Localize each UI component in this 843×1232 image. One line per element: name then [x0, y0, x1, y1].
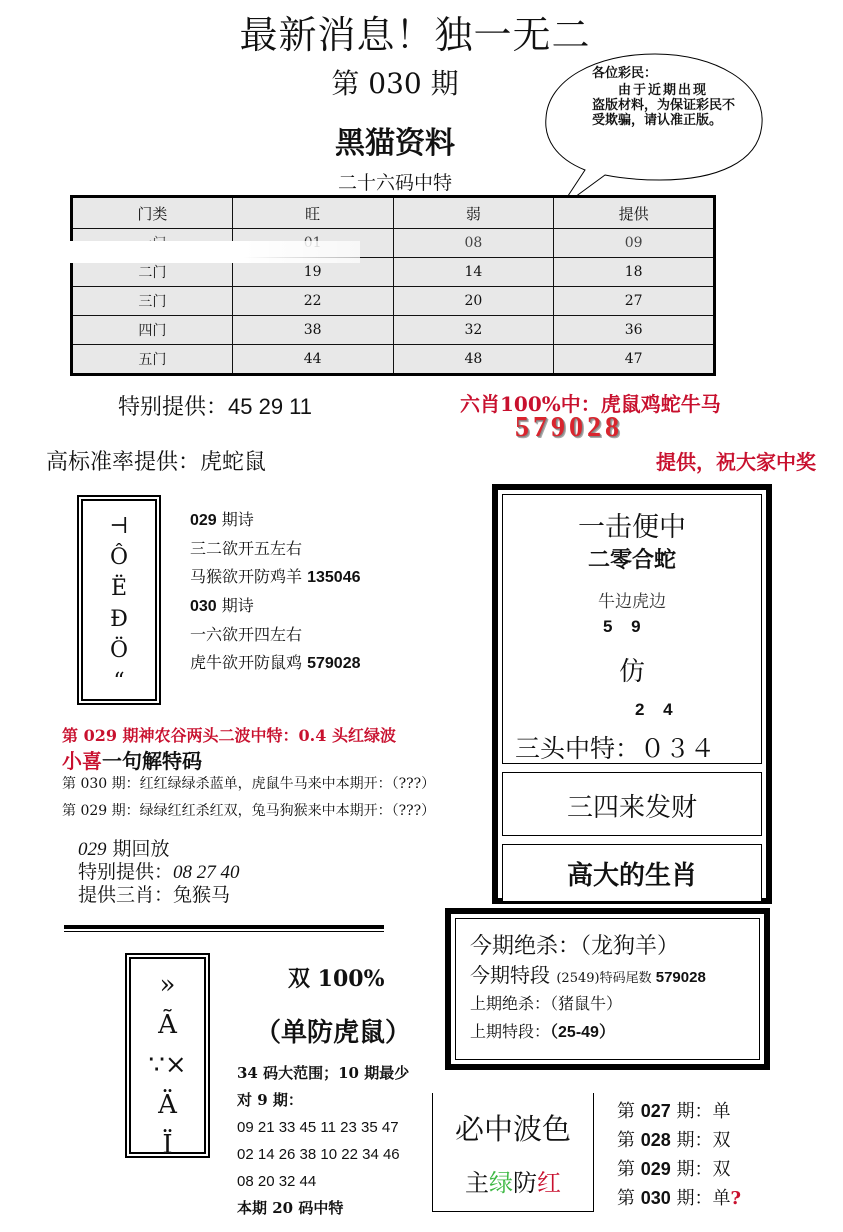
table-cell: 32	[393, 316, 554, 345]
shennong-line: 第 029 期神农谷两头二波中特：0.4 头红绿波	[62, 726, 396, 745]
table-cell: 27	[554, 287, 715, 316]
double-glyph-box	[125, 953, 210, 1158]
table-cell: 36	[554, 316, 715, 345]
table-cell: 三门	[72, 287, 233, 316]
range-tail: 本期 20 码中特	[237, 1199, 344, 1217]
fang-char: 仿	[618, 657, 645, 687]
table-row	[72, 287, 715, 316]
xiaoxi-red: 小喜	[62, 749, 102, 773]
xiaoxi-heading	[62, 745, 202, 774]
table-cell: 20	[393, 287, 554, 316]
table-cell: 08	[393, 229, 554, 258]
bubble-line1: 由于近期出现	[618, 83, 709, 98]
glyph-icon: “	[113, 669, 125, 694]
high-accuracy	[46, 445, 266, 476]
poem-line: 029 期诗	[190, 510, 254, 529]
prediction-box	[492, 484, 772, 904]
page-title: 最新消息！独一无二	[239, 15, 591, 57]
replay-num: 029	[78, 839, 107, 860]
replay-special-value: 08 27 40	[173, 862, 240, 883]
table-cell: 48	[393, 345, 554, 375]
poem-line: 虎牛欲开防鼠鸡 579028	[190, 653, 361, 672]
table-cell: 五门	[72, 345, 233, 375]
brand-name: 黑猫资料	[335, 126, 455, 161]
glyph-icon: Ô	[109, 545, 129, 570]
range-row: 09 21 33 45 11 23 35 47	[237, 1119, 399, 1136]
glyph-icon: Ð	[110, 607, 128, 632]
this-segment: 今期特段 (2549)特码尾数 579028	[470, 963, 706, 987]
high-accuracy-value: 虎蛇鼠	[200, 450, 267, 475]
table-cell: 二门	[72, 258, 233, 287]
glyph-icon: Ä	[158, 1090, 177, 1120]
slogan-panel	[502, 772, 762, 836]
table-row	[72, 316, 715, 345]
line-030: 第 030 期：红红绿绿杀蓝单，虎鼠牛马来中本期开：（???）	[62, 776, 436, 792]
issue-number: 第 030 期	[331, 67, 459, 100]
list-item: 第 030 期：单?	[617, 1188, 742, 1209]
poem-line: 三二欲开五左右	[190, 539, 303, 558]
replay-block	[78, 838, 240, 906]
special-value: 45 29 11	[228, 394, 313, 419]
special-provide	[118, 390, 312, 421]
kill-box	[445, 908, 770, 1070]
high-accuracy-label: 高标准率提供：	[46, 450, 201, 475]
table-cell: 44	[232, 345, 393, 375]
table-cell: 18	[554, 258, 715, 287]
poem-text	[190, 506, 360, 678]
replay-three-label: 提供三肖：	[78, 884, 174, 906]
line-029: 第 029 期：绿绿红红杀红双，兔马狗猴来中本期开：（???）	[62, 803, 436, 819]
six-zodiac-provide: 提供，祝大家中奖	[656, 450, 816, 474]
xiaoxi-black: 一句解特码	[102, 749, 202, 773]
table-cell: 四门	[72, 316, 233, 345]
numbers-bottom: 2 4	[635, 700, 673, 719]
replay-three-value: 兔猴马	[173, 884, 231, 906]
one-hit-panel	[502, 494, 762, 764]
table-row	[72, 345, 715, 375]
poem-line: 030 期诗	[190, 596, 254, 615]
subtitle: 二十六码中特	[337, 172, 452, 194]
wave-box	[432, 1093, 594, 1212]
notice-bubble	[540, 48, 770, 218]
list-item: 第 029 期：双	[617, 1159, 731, 1180]
one-hit-subtitle: 二零合蛇	[587, 547, 676, 573]
last-segment: 上期特段：（25-49）	[470, 1022, 615, 1041]
glyph-icon: ∵×	[148, 1050, 187, 1080]
glyph-icon: Ë	[110, 576, 128, 601]
table-overlay-mask	[70, 241, 360, 263]
poem-line: 马猴欲开防鸡羊 135046	[190, 567, 361, 586]
range-label: 34 码大范围；10 期最少对 9 期：	[237, 1064, 410, 1109]
table-header-row	[72, 197, 715, 229]
double-guard: （单防虎鼠）	[255, 1018, 412, 1048]
bubble-body: 盗版材料，为保证彩民不受欺骗，请认准正版。	[592, 98, 736, 128]
this-kill: 今期绝杀：（龙狗羊）	[470, 934, 680, 959]
replay-special-label: 特别提供：	[78, 861, 174, 883]
table-cell: 14	[393, 258, 554, 287]
glyph-icon: ⊣	[109, 514, 129, 539]
slogan-text: 三四来发财	[566, 793, 697, 823]
divider	[64, 931, 384, 932]
range-block	[237, 1060, 422, 1222]
table-cell: 47	[554, 345, 715, 375]
table-cell: 19	[232, 258, 393, 287]
range-row: 02 14 26 38 10 22 34 46	[237, 1146, 400, 1163]
period-list	[617, 1097, 741, 1213]
range-row: 08 20 32 44	[237, 1173, 317, 1190]
wave-title: 必中波色	[454, 1112, 571, 1146]
glyph-icon: Ã	[158, 1010, 177, 1040]
numbers-table	[70, 195, 716, 376]
double-title: 双 100%	[288, 966, 385, 992]
tall-zodiac-panel	[502, 844, 762, 902]
glyph-icon: Ö	[109, 638, 129, 663]
tall-zodiac-text: 高大的生肖	[566, 861, 697, 891]
special-label: 特别提供：	[118, 395, 229, 420]
six-zodiac-number: 579028	[515, 412, 623, 443]
glyph-icon: »	[159, 970, 176, 1000]
list-item: 第 027 期：单	[617, 1101, 731, 1122]
question-mark: ?	[730, 1188, 742, 1209]
poem-glyph-box	[77, 495, 161, 705]
table-cell: 22	[232, 287, 393, 316]
table-cell: 38	[232, 316, 393, 345]
glyph-icon: Ï	[162, 1130, 173, 1160]
three-heads: 三头中特：０３４	[515, 734, 716, 763]
table-cell: 09	[554, 229, 715, 258]
replay-title: 期回放	[106, 838, 170, 860]
list-item: 第 028 期：双	[617, 1130, 731, 1151]
wave-colors: 主绿防红	[465, 1169, 561, 1197]
last-kill: 上期绝杀：（猪鼠牛）	[470, 994, 623, 1013]
col-header: 弱	[393, 197, 554, 229]
bubble-greeting: 各位彩民：	[592, 66, 658, 81]
col-header: 门类	[72, 197, 233, 229]
divider	[64, 925, 384, 929]
col-header: 旺	[232, 197, 393, 229]
one-hit-title: 一击便中	[578, 512, 686, 543]
six-zodiac-label: 六肖100%中：虎鼠鸡蛇牛马	[460, 392, 721, 416]
poem-line: 一六欲开四左右	[190, 625, 303, 644]
one-hit-hint: 牛边虎边	[598, 592, 666, 612]
col-header: 提供	[554, 197, 715, 229]
numbers-top: 5 9	[603, 617, 641, 636]
